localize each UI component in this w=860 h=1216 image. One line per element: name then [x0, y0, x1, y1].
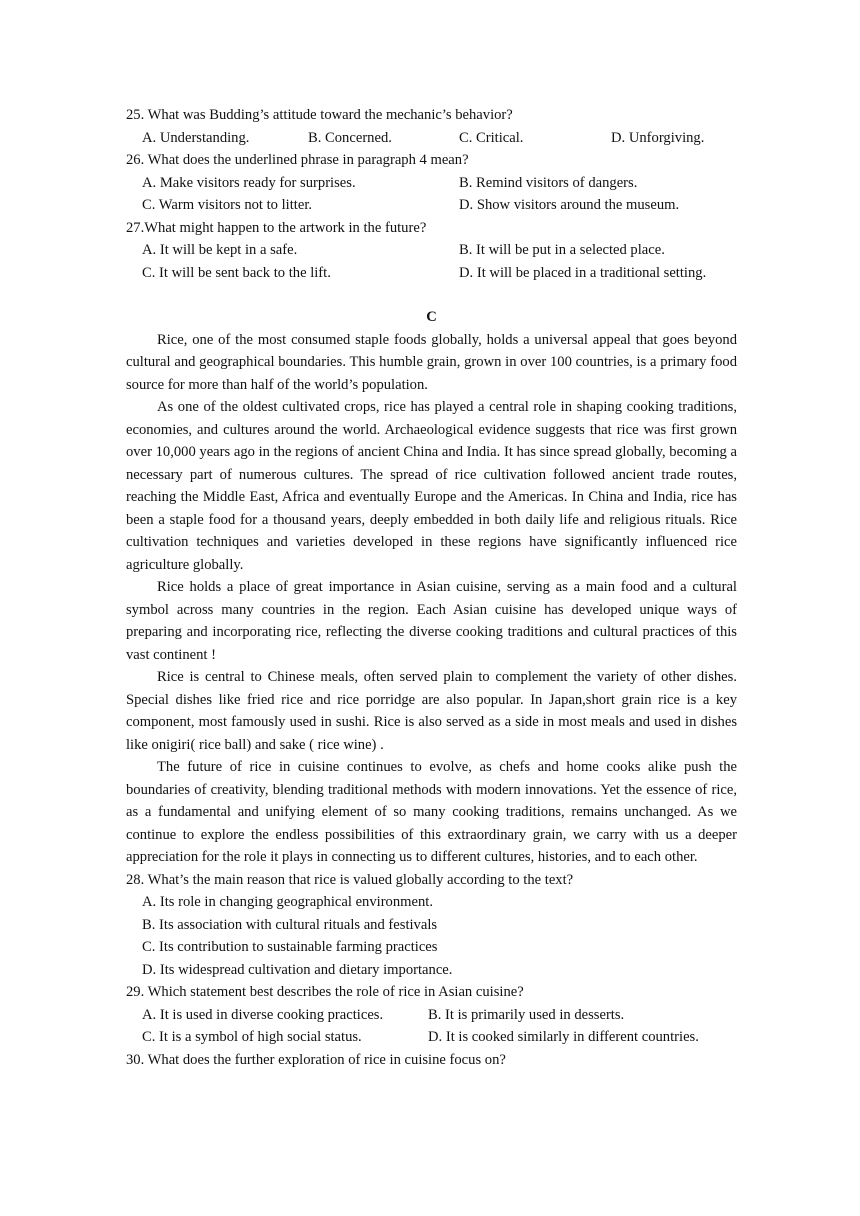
q27-option-d: D. It will be placed in a traditional setting. [459, 264, 707, 281]
q26-option-d: D. Show visitors around the museum. [459, 197, 680, 213]
q28-option-a: A. Its role in changing geographical environment. [142, 894, 433, 910]
q27-option-a: A. It will be kept in a safe. [142, 242, 298, 258]
passage-paragraph-5: The future of rice in cuisine continues to evolve, as chefs and home cooks alike push the boundaries of creativity, blending traditional methods with modern innovations. Yet the essence of rice, as a fundamental and unifying element of so many cooking traditions, remains unchanged. As we continue to explore the endless possibilities of this extraordinary grain, we carry with us a deeper appreciation for the role it plays in connecting us to different cultures, histories, and to each other. [126, 759, 737, 865]
q28-option-b: B. Its association with cultural rituals and festivals [142, 916, 438, 933]
q25-option-c: C. Critical. [459, 129, 524, 146]
q26-option-b: B. Remind visitors of dangers. [459, 174, 638, 191]
question-26-options-row1 [126, 172, 737, 195]
q25-option-a: A. Understanding. [142, 129, 250, 146]
question-28-stem: 28. What’s the main reason that rice is valued globally according to the text? [126, 871, 574, 888]
question-26-options-row2 [126, 194, 737, 217]
q27-option-b: B. It will be put in a selected place. [459, 242, 665, 258]
page-content [126, 104, 737, 1071]
passage-paragraph-2: As one of the oldest cultivated crops, rice has played a central role in shaping cooking traditions, economies, and cultures around the world. Archaeological evidence suggests that rice was first grown over 10,000 years ago in the regions of ancient China and India. It has since spread globally, becoming a necessary part of numerous cultures. The spread of rice cultivation followed ancient trade routes, reaching the Middle East, Africa and eventually Europe and the Americas. In China and India, rice has been a staple food for a thousand years, deeply embedded in both daily life and religious rituals. Rice cultivation techniques and varieties developed in these regions have significantly influenced rice agriculture globally. [126, 399, 737, 573]
q28-option-c: C. Its contribution to sustainable farming practices [142, 939, 438, 955]
question-29-options-row1 [126, 1004, 737, 1027]
q29-option-a: A. It is used in diverse cooking practices. [142, 1006, 384, 1023]
question-25-stem: 25. What was Budding’s attitude toward the mechanic’s behavior? [126, 107, 513, 123]
q29-option-b: B. It is primarily used in desserts. [428, 1006, 625, 1023]
q25-option-b: B. Concerned. [308, 129, 392, 146]
question-25-options [126, 127, 737, 150]
q25-option-d: D. Unforgiving. [611, 129, 705, 146]
passage-paragraph-3: Rice holds a place of great importance in Asian cuisine, serving as a main food and a cultural symbol across many countries in the region. Each Asian cuisine has developed unique ways of preparing and incorporating rice, reflecting the diverse cooking traditions and cultural practices of this vast continent ! [126, 579, 737, 663]
question-27-options-row1 [126, 239, 737, 262]
q29-option-d: D. It is cooked similarly in different countries. [428, 1029, 699, 1045]
q26-option-a: A. Make visitors ready for surprises. [142, 174, 356, 191]
q26-option-c: C. Warm visitors not to litter. [142, 197, 313, 213]
question-29-stem: 29. Which statement best describes the role of rice in Asian cuisine? [126, 984, 524, 1000]
q28-option-d: D. Its widespread cultivation and dietary importance. [142, 961, 453, 978]
passage-paragraph-4: Rice is central to Chinese meals, often served plain to complement the variety of other dishes. Special dishes like fried rice and rice porridge are also popular. In Japan,short grain rice is a key component, most famously used in sushi. Rice is also served as a side in most meals and used in dishes like onigiri( rice ball) and sake ( rice wine) . [126, 669, 737, 753]
q29-option-c: C. It is a symbol of high social status. [142, 1029, 362, 1045]
question-30-stem: 30. What does the further exploration of rice in cuisine focus on? [126, 1051, 506, 1068]
question-26-stem: 26. What does the underlined phrase in paragraph 4 mean? [126, 152, 469, 168]
section-c-title: C [426, 309, 437, 325]
question-27-stem: 27.What might happen to the artwork in the future? [126, 219, 427, 236]
passage-paragraph-1: Rice, one of the most consumed staple foods globally, holds a universal appeal that goes beyond cultural and geographical boundaries. This humble grain, grown in over 100 countries, is a primary food source for more than half of the world’s population. [126, 331, 737, 393]
question-27-options-row2 [126, 262, 737, 285]
question-29-options-row2 [126, 1026, 737, 1049]
q27-option-c: C. It will be sent back to the lift. [142, 264, 331, 281]
